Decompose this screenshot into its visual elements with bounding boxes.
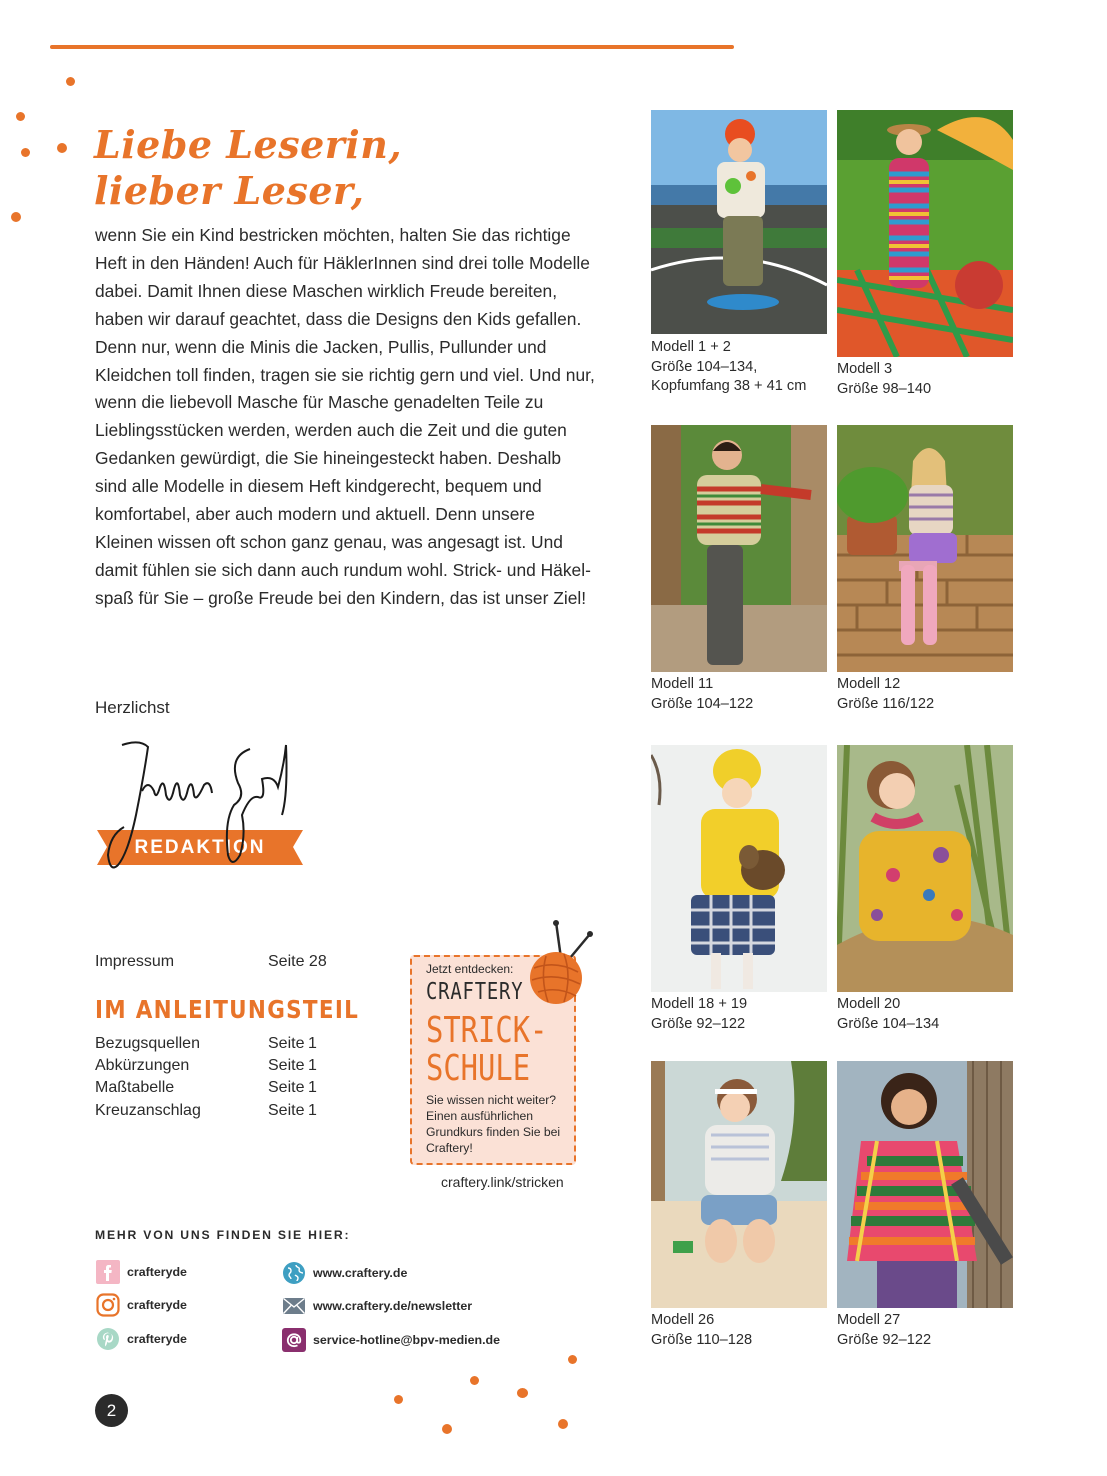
social-link-label: crafteryde <box>127 1265 187 1279</box>
toc-item[interactable] <box>95 1100 335 1122</box>
promo-title <box>426 1012 546 1088</box>
photo-modell-20 <box>837 745 1013 992</box>
decor-dot <box>16 112 25 121</box>
globe-icon <box>281 1260 307 1286</box>
promo-intro: Jetzt entdecken: <box>426 962 514 976</box>
social-link-label: crafteryde <box>127 1332 187 1346</box>
toc-item-page: 1 <box>308 1035 317 1052</box>
toc-item-label: Kreuzanschlag <box>95 1102 201 1119</box>
toc-item-page: 1 <box>308 1057 317 1074</box>
caption-modell-20 <box>837 995 939 1034</box>
photo-modell-18-19 <box>651 745 827 992</box>
decor-dot <box>442 1424 452 1434</box>
social-heading: MEHR VON UNS FINDEN SIE HIER: <box>95 1228 351 1242</box>
at-icon <box>281 1327 307 1353</box>
caption-modell-1-2 <box>651 338 806 397</box>
promo-link[interactable]: craftery.link/stricken <box>441 1174 564 1190</box>
toc-impressum[interactable] <box>95 951 335 973</box>
decor-dot <box>66 77 75 86</box>
caption-size: Größe 104–122 <box>651 695 754 712</box>
caption-title: Modell 3 <box>837 361 893 377</box>
caption-title: Modell 1 + 2 <box>651 339 731 355</box>
toc-item-page-word: Seite <box>268 1079 305 1096</box>
headline-line-1: Liebe Leserin, <box>94 122 403 167</box>
caption-modell-18-19 <box>651 995 747 1034</box>
decor-dot <box>470 1376 479 1385</box>
caption-size: Größe 110–128 <box>651 1331 753 1348</box>
promo-brand: CRAFTERY <box>426 979 524 1005</box>
toc-item-label: Maßtabelle <box>95 1079 175 1096</box>
social-link-label: crafteryde <box>127 1298 187 1312</box>
headline <box>94 122 402 214</box>
promo-body: Sie wissen nicht weiter? Einen ausführlichen Grundkurs finden Sie bei Craftery! <box>426 1093 561 1155</box>
photo-modell-1-2 <box>651 110 827 334</box>
caption-modell-27 <box>837 1311 931 1350</box>
caption-size: Größe 92–122 <box>837 1331 932 1348</box>
social-link-website[interactable] <box>281 1260 407 1286</box>
caption-size: Größe 104–134, <box>651 358 758 375</box>
caption-modell-26 <box>651 1311 752 1350</box>
toc-item[interactable] <box>95 1077 335 1099</box>
facebook-icon <box>95 1259 121 1285</box>
promo-title-line-2: SCHULE <box>426 1048 531 1089</box>
photo-modell-26 <box>651 1061 827 1308</box>
caption-title: Modell 12 <box>837 676 901 692</box>
toc-item-page-word: Seite <box>268 1057 305 1074</box>
caption-size: Größe 92–122 <box>651 1015 746 1032</box>
photo-modell-27 <box>837 1061 1013 1308</box>
decor-dot <box>11 212 21 222</box>
toc-item-label: Abkürzungen <box>95 1057 190 1074</box>
mail-icon <box>281 1293 307 1319</box>
photo-modell-11 <box>651 425 827 672</box>
photo-modell-12 <box>837 425 1013 672</box>
social-link-label: www.craftery.de <box>313 1266 408 1280</box>
caption-title: Modell 18 + 19 <box>651 996 748 1012</box>
social-link-newsletter[interactable] <box>281 1293 472 1319</box>
toc-item-page: 1 <box>308 1102 317 1119</box>
toc-item-page-word: Seite <box>268 1102 305 1119</box>
caption-title: Modell 27 <box>837 1312 901 1328</box>
top-rule <box>50 45 734 49</box>
caption-title: Modell 20 <box>837 996 901 1012</box>
toc-impressum-page: Seite 28 <box>268 953 327 970</box>
decor-dot <box>568 1355 577 1364</box>
caption-size: Größe 116/122 <box>837 695 935 712</box>
promo-title-line-1: STRICK- <box>426 1010 548 1051</box>
caption-title: Modell 11 <box>651 676 714 692</box>
editorial-body-text: wenn Sie ein Kind bestricken möchten, halten Sie das richtige Heft in den Händen! Auch für HäklerInnen sind drei tolle Modelle dabei. Damit Ihnen diese Maschen wirklich Freude bereiten, haben wir darauf geachtet, dass die Designs den Kids gefallen. Denn nur, wenn die Minis die Jacken, Pullis, Pullunder und Kleidchen toll finden, tragen sie sie richtig gern und viel. Und nur, wenn die liebevoll Masche für Masche genadelten Teile zu Lieblingsstücken werden, werden auch die Zeit und die guten Gedanken gewürdigt, die Sie hineingesteckt haben. Deshalb sind alle Modelle in diesem Heft kindgerecht, bequem und komfortabel, aber auch modern und aktuell. Denn unsere Kleinen wissen oft schon ganz genau, was angesagt ist. Und damit fühlen sie sich dann auch rundum wohl. Strick- und Häkelspaß für Sie – große Freude bei den Kindern, das ist unser Ziel! <box>95 225 595 608</box>
toc-heading: IM ANLEITUNGSTEIL <box>95 995 360 1024</box>
toc-item-page: 1 <box>308 1079 317 1096</box>
toc-item[interactable] <box>95 1055 335 1077</box>
toc-item-label: Bezugsquellen <box>95 1035 200 1052</box>
decor-dot <box>517 1388 528 1398</box>
social-link-label: service-hotline@bpv-medien.de <box>313 1333 500 1347</box>
social-link-pinterest[interactable] <box>95 1326 187 1352</box>
greeting: Herzlichst <box>95 698 170 717</box>
social-link-instagram[interactable] <box>95 1292 187 1318</box>
caption-title: Modell 26 <box>651 1312 715 1328</box>
caption-size: Größe 98–140 <box>837 380 932 397</box>
decor-dot <box>394 1395 403 1404</box>
yarn-ball-icon <box>520 920 595 1010</box>
headline-line-2: lieber Leser, <box>94 168 365 213</box>
social-link-hotline[interactable] <box>281 1327 500 1353</box>
social-link-facebook[interactable] <box>95 1259 187 1285</box>
decor-dot <box>21 148 30 157</box>
handwritten-signature <box>100 735 300 875</box>
decor-dot <box>57 143 67 153</box>
caption-modell-3 <box>837 360 931 399</box>
instagram-icon <box>95 1292 121 1318</box>
caption-size: Größe 104–134 <box>837 1015 940 1032</box>
toc-item[interactable] <box>95 1033 335 1055</box>
photo-modell-3 <box>837 110 1013 357</box>
decor-dot <box>558 1419 568 1429</box>
signature-banner-label: REDAKTION <box>134 837 266 858</box>
toc-impressum-label: Impressum <box>95 953 175 970</box>
page-number: 2 <box>95 1394 128 1427</box>
caption-modell-12 <box>837 675 934 714</box>
caption-extra: Kopfumfang 38 + 41 cm <box>651 378 807 394</box>
toc-item-page-word: Seite <box>268 1035 305 1052</box>
social-link-label: www.craftery.de/newsletter <box>313 1299 473 1313</box>
pinterest-icon <box>95 1326 121 1352</box>
caption-modell-11 <box>651 675 753 714</box>
